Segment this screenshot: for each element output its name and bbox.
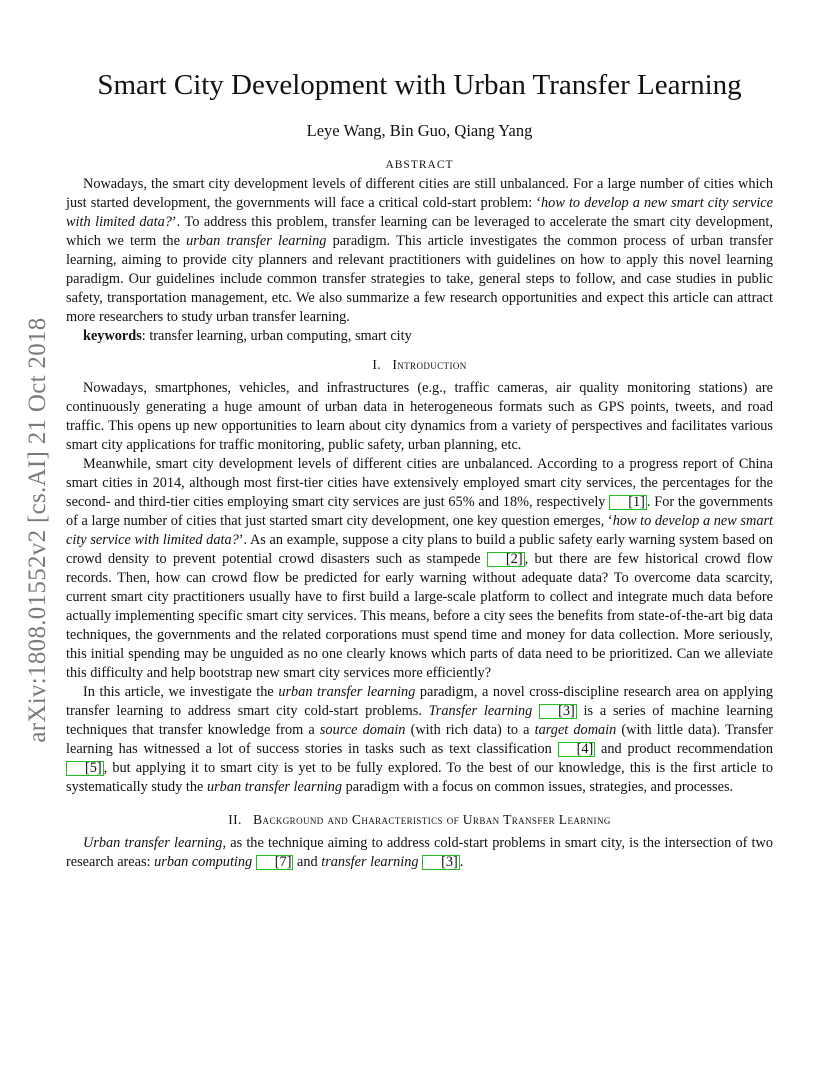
intro-paragraph-3: In this article, we investigate the urban transfer learning paradigm, a novel cross-discipline research area on applying transfer learning to address smart city cold-start problems. Transfer learning [3] is a series of machine learning techniques that transfer knowledge from a source domain (with rich data) to a target domain (with little data). Transfer learning has witnessed a lot of success stories in tasks such as text classification [4] and product recommendation [5] , but applying it to smart city is yet to be fully explored. To the best of our knowledge, this is the first article to systematically study the urban transfer learning paradigm with a focus on common issues, strategies, and processes.: [66, 684, 774, 795]
intro-paragraph-2: Meanwhile, smart city development levels of different cities are unbalanced. According to a progress report of China smart cities in 2014, although most first-tier cities have extensively employed smart city services, the percentages for the second- and third-tier cities employing smart city services are just 65% and 18%, respectively [1] . For the governments of a large number of cities that just started smart city development, one key question emerges, ‘how to develop a new smart city service with limited data?’. As an example, suppose a city plans to build a public safety early warning system based on crowd density to prevent potential crowd disasters such as stampede [2] , but there are few historical crowd flow records. Then, how can crowd flow be predicted for early warning without adequate data? To overcome data scarcity, current smart city practitioners usually have to first build a large-scale platform to collect and integrate much data before actually implementing specific smart city services. This means, before a city sees the benefits from state-of-the-art big data techniques, the governments and the related corporations must spend time and money for data collection. More seriously, this initial spending may be unguided as no one clearly knows which parts of data need to be prioritized. Can we alleviate this difficulty and help bootstrap new smart city services more efficiently?: [66, 456, 774, 681]
abstract-text: Nowadays, the smart city development levels of different cities are still unbalanced. For a large number of cities which just started development, the governments will face a critical cold-start problem: ‘how to develop a new smart city service with limited data?’. To address this problem, transfer learning can be leveraged to accelerate the smart city development, which we term the urban transfer learning paradigm. This article investigates the common process of urban transfer learning, aiming to provide city planners and relevant practitioners with guidelines on how to apply this novel learning paradigm. Our guidelines include common transfer strategies to take, general steps to follow, and case studies in public safety, transportation management, etc. We also summarize a few research opportunities and expect this article can attract more researchers to study urban transfer learning.: [66, 176, 773, 325]
keywords-line: [66, 327, 773, 346]
abstract-heading: ABSTRACT: [385, 159, 454, 171]
section-2-heading: II. Background and Characteristics of Urban Transfer Learning: [228, 812, 611, 827]
paper-authors: Leye Wang, Bin Guo, Qiang Yang: [306, 121, 533, 140]
intro-paragraph-1: Nowadays, smartphones, vehicles, and infrastructures (e.g., traffic cameras, air quality monitoring stations) are continuously generating a huge amount of urban data in heterogeneous formats such as GPS points, tweets, and road traffic. This opens up new opportunities to learn about city dynamics from a variety of perspectives and facilitates various smart city applications for traffic monitoring, public safety, urban planning, etc.: [66, 380, 773, 453]
citation-link[interactable]: [4]: [558, 742, 596, 757]
arxiv-identifier-text: arXiv:1808.01552v2 [cs.AI] 21 Oct 2018: [24, 317, 51, 743]
citation-link[interactable]: [5]: [66, 761, 104, 776]
background-paragraph-1: Urban transfer learning, as the technique aiming to address cold-start problems in smart city, is the intersection of two research areas: urban computing [7] and transfer learning [3] .: [66, 835, 773, 870]
arxiv-identifier: [18, 300, 58, 760]
citation-link[interactable]: [3]: [539, 704, 577, 719]
citation-link[interactable]: [3]: [422, 855, 460, 870]
citation-link[interactable]: [2]: [487, 552, 525, 567]
paper-title: Smart City Development with Urban Transfer Learning: [97, 69, 742, 101]
keywords-label: keywords: [83, 328, 142, 344]
citation-link[interactable]: [1]: [609, 495, 647, 510]
citation-link[interactable]: [7]: [256, 855, 294, 870]
section-1-heading: I. Introduction: [372, 357, 467, 372]
keywords-text: : transfer learning, urban computing, smart city: [141, 328, 412, 344]
paper-page: [66, 66, 773, 872]
